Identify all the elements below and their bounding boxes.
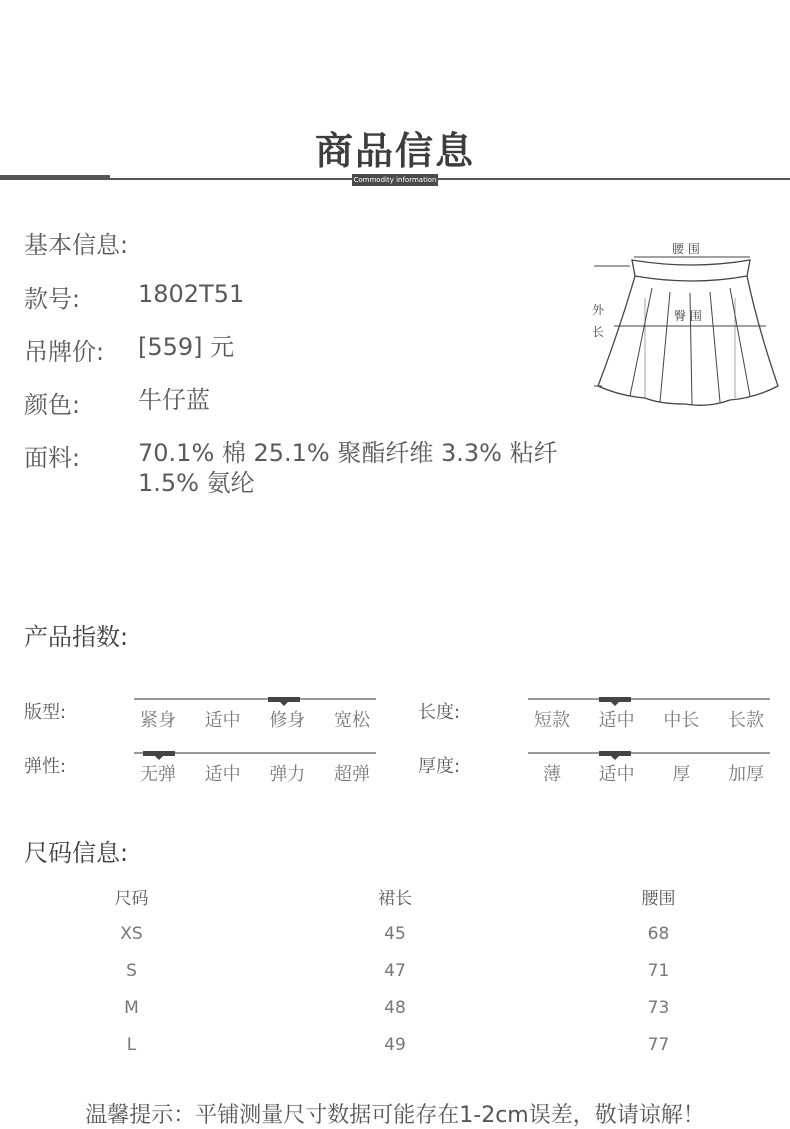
thickness-label: 厚度:: [418, 756, 461, 777]
index-heading: 产品指数:: [24, 623, 129, 651]
length-cell: 45: [384, 923, 406, 944]
length-label-2: 长: [592, 325, 605, 339]
fabric-value: 70.1% 棉 25.1% 聚酯纤维 3.3% 粘纤 1.5% 氨纶: [138, 439, 558, 497]
fit-option: 修身: [269, 710, 306, 731]
basic-info-heading: 基本信息:: [24, 231, 129, 259]
elasticity-label: 弹性:: [24, 756, 67, 777]
length-marker: [599, 697, 631, 702]
length-option: 短款: [534, 710, 570, 731]
size-cell: XS: [120, 923, 143, 944]
fit-marker: [268, 697, 300, 702]
length-label: 长度:: [418, 702, 461, 723]
elasticity-option: 无弹: [140, 764, 176, 785]
color-value: 牛仔蓝: [138, 386, 210, 414]
color-label: 颜色:: [24, 391, 81, 419]
thickness-option: 薄: [543, 764, 561, 785]
waist-cell: 73: [647, 997, 670, 1018]
elasticity-option: 弹力: [269, 764, 306, 785]
table-row: [0, 952, 790, 989]
size-cell: S: [126, 960, 137, 981]
length-option: 长款: [727, 710, 764, 731]
elasticity-option: 适中: [204, 764, 241, 785]
tag-price-value: [559] 元: [138, 333, 235, 361]
tag-price-label: 吊牌价:: [24, 338, 105, 366]
page-subtitle: Commodity information: [353, 176, 437, 184]
length-cell: 47: [384, 960, 406, 981]
size-table-header: [0, 878, 790, 915]
size-cell: L: [126, 1034, 137, 1055]
table-row: [0, 1026, 790, 1063]
hip-label: 臀 围: [674, 309, 702, 323]
thickness-option: 厚: [672, 764, 691, 785]
waist-cell: 68: [647, 923, 670, 944]
fit-scale: [134, 698, 376, 744]
thickness-option: 加厚: [727, 764, 764, 785]
size-heading: 尺码信息:: [24, 839, 129, 867]
page-title: 商品信息: [314, 129, 475, 173]
fit-scale-line: [134, 698, 376, 700]
length-cell: 49: [384, 1034, 406, 1055]
table-row: [0, 915, 790, 952]
fit-label: 版型:: [24, 702, 67, 723]
column-header: 腰围: [641, 889, 676, 909]
length-cell: 48: [384, 997, 406, 1018]
size-cell: M: [124, 997, 139, 1018]
fabric-label: 面料:: [24, 444, 81, 472]
table-row: [0, 989, 790, 1026]
elasticity-scale: [134, 752, 376, 798]
fit-option: 紧身: [140, 710, 176, 731]
length-scale: [528, 698, 770, 744]
skirt-measurement-diagram: [590, 238, 785, 413]
thickness-option: 适中: [598, 764, 635, 785]
length-label-1: 外: [592, 303, 605, 317]
length-option: 中长: [663, 710, 700, 731]
waist-cell: 77: [647, 1034, 670, 1055]
waist-label: 腰 围: [672, 242, 700, 256]
waist-cell: 71: [647, 960, 670, 981]
column-header: 裙长: [378, 889, 412, 909]
measurement-tip: 温馨提示：平铺测量尺寸数据可能存在1-2cm误差，敬请谅解！: [85, 1103, 705, 1128]
fit-option: 宽松: [333, 710, 370, 731]
elasticity-option: 超弹: [333, 764, 370, 785]
style-number-label: 款号:: [24, 285, 81, 313]
thickness-scale-line: [528, 752, 770, 754]
thickness-scale: [528, 752, 770, 798]
fit-option: 适中: [204, 710, 241, 731]
style-number-value: 1802T51: [138, 280, 245, 308]
elasticity-marker: [143, 751, 175, 756]
length-scale-line: [528, 698, 770, 700]
length-option: 适中: [598, 710, 635, 731]
column-header: 尺码: [114, 889, 149, 909]
size-table: [0, 878, 790, 1063]
header-divider-accent: [0, 175, 110, 180]
thickness-marker: [599, 751, 631, 756]
